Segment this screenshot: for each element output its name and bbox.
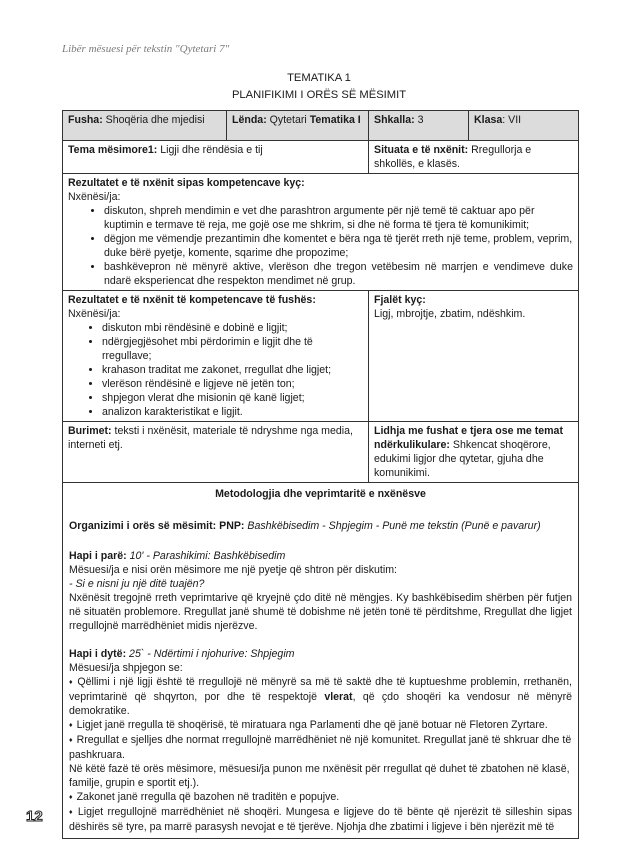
fjalet-value: Ligj, mbrojtje, zbatim, ndëshkim. xyxy=(374,308,526,320)
list-item: • vlerëson rëndësinë e ligjeve në jetën ton; xyxy=(102,377,363,391)
kyc-list xyxy=(68,204,573,288)
diamond-bullet-icon: ♦ xyxy=(69,737,73,744)
fushe-intro: Nxënësi/ja: xyxy=(68,308,121,320)
list-item: • krahason traditat me zakonet, rregullat dhe ligjet; xyxy=(102,363,363,377)
tema-cell: Tema mësimore1: Ligji dhe rëndësia e tij xyxy=(63,141,369,174)
diamond-bullet-icon: ♦ xyxy=(69,794,73,801)
shkalla-cell: Shkalla: 3 xyxy=(369,111,469,141)
burimet-row xyxy=(63,422,579,483)
subject-row xyxy=(63,111,579,141)
topic-row xyxy=(63,141,579,174)
organizimi: Organizimi i orës së mësimit: PNP: Bashkëbisedim - Shpjegim - Punë me tekstin (Punë e pavarur) xyxy=(69,520,541,532)
phase-paragraph: Në këtë fazë të orës mësimore, mësuesi/ja punon me nxënësit për rregullat që duhet të zbatohen në klasë, familje, grupin e sportit etj.). xyxy=(69,763,570,789)
list-item: • dëgjon me vëmendje prezantimin dhe komentet e bëra nga të tjerët rreth një teme, problem, veprim, duke bërë pyetje, komente, sqarime dhe propozime; xyxy=(104,232,573,260)
list-item: • shpjegon vlerat dhe misionin që kanë ligjet; xyxy=(102,391,363,405)
methods-heading: Metodologjia dhe veprimtaritë e nxënësve xyxy=(215,488,426,500)
fjalet-label: Fjalët kyç: xyxy=(374,294,426,306)
lidhja-cell: Lidhja me fushat e tjera ose me temat ndërkulikulare: Shkencat shoqërore, edukimi ligjor dhe qytetar, gjuha dhe komunikimi. xyxy=(369,422,579,483)
methods-row xyxy=(63,483,579,839)
page-title: TEMATIKA 1 xyxy=(287,72,351,84)
hapi2-heading: Hapi i dytë: 25` - Ndërtimi i njohurive: Shpjegim xyxy=(69,648,295,660)
bullet-paragraph: ♦ Qëllimi i një ligji është të rregullojë në mënyrë sa më të saktë dhe të kuptueshme problemin, rrethanën, veprimtarinë që shqyrton, por dhe të respektojë vlerat, që çdo shoqëri ka vendosur në mënyrë demokratike. xyxy=(69,676,572,717)
kyc-cell xyxy=(63,174,579,291)
kyc-row xyxy=(63,174,579,291)
list-item: • bashkëvepron në mënyrë aktive, vlerëson dhe tregon vetëbesim në marrjen e vendimeve duke ndarë eksperiencat dhe respekton mendimet në grup. xyxy=(104,260,573,288)
hapi1-line: Mësuesi/ja e nisi orën mësimore me një pyetje që shtron për diskutim: xyxy=(69,564,397,576)
kyc-heading: Rezultatet e të nxënit sipas kompetencave kyç: xyxy=(68,177,305,189)
methods-cell xyxy=(63,483,579,839)
bullet-paragraph: ♦ Rregullat e sjelljes dhe normat rregullojnë marrëdhëniet në një komunitet. Rregullat janë të shkruar dhe të pashkruara. xyxy=(69,734,572,761)
hapi1-heading: Hapi i parë: 10' - Parashikimi: Bashkëbisedim xyxy=(69,550,286,562)
hapi1-paragraph: Nxënësit tregojnë rreth veprimtarive që kryejnë çdo ditë në mëngjes. Ky bashkëbisedim shërben për futjen në situatën problemore. Rregullat janë shumë të dobishme në jetën tonë të përditshme, Rregullat dhe ligjet rregullojnë marrëdhëniet midis njerëzve. xyxy=(69,592,572,632)
list-item: • diskuton, shpreh mendimin e vet dhe parashtron argumente për një temë të caktuar apo për kuptimin e termave të reja, me gojë ose me shkrim, si dhe në forma të tjera të komunikimit; xyxy=(104,204,573,232)
burimet-cell: Burimet: teksti i nxënësit, materiale të ndryshme nga media, interneti etj. xyxy=(63,422,369,483)
fushe-list xyxy=(68,321,363,419)
bullet-paragraph: ♦ Zakonet janë rregulla që bazohen në traditën e popujve. xyxy=(69,791,340,803)
hapi1-question: - Si e nisni ju një ditë tuajën? xyxy=(69,578,205,590)
running-header: Libër mësuesi për tekstin "Qytetari 7" xyxy=(62,43,230,55)
fushe-heading: Rezultatet e të nxënit të kompetencave të fushës: xyxy=(68,294,316,306)
fjalet-cell xyxy=(369,291,579,422)
bullet-paragraph: ♦ Ligjet janë rregulla të shoqërisë, të miratuara nga Parlamenti dhe që janë botuar në Fletoren Zyrtare. xyxy=(69,719,548,731)
list-item: • ndërgjegjësohet mbi përdorimin e ligjit dhe të rregullave; xyxy=(102,335,363,363)
klasa-cell: Klasa: VII xyxy=(469,111,579,141)
page-number: 12 xyxy=(26,808,43,825)
lenda-cell: Lënda: Qytetari Tematika I xyxy=(227,111,369,141)
fushe-row xyxy=(63,291,579,422)
situata-cell: Situata e të nxënit: Rregullorja e shkollës, e klasës. xyxy=(369,141,579,174)
list-item: • diskuton mbi rëndësinë e dobinë e ligjit; xyxy=(102,321,363,335)
kyc-intro: Nxënësi/ja: xyxy=(68,191,121,203)
diamond-bullet-icon: ♦ xyxy=(69,809,74,816)
bullet-paragraph: ♦ Ligjet rregullojnë marrëdhëniet në shoqëri. Mungesa e ligjeve do të bënte që njerëzit të silleshin sipas dëshirës së tyre, pa marrë parasysh nevojat e të tjerëve. Njohja dhe zbatimi i ligjeve i bën njerëzit më të xyxy=(69,806,572,833)
diamond-bullet-icon: ♦ xyxy=(69,722,73,729)
diamond-bullet-icon: ♦ xyxy=(69,679,74,686)
fusha-cell: Fusha: Shoqëria dhe mjedisi xyxy=(63,111,227,141)
hapi2-intro: Mësuesi/ja shpjegon se: xyxy=(69,662,183,674)
fushe-cell xyxy=(63,291,369,422)
page-subtitle: PLANIFIKIMI I ORËS SË MËSIMIT xyxy=(231,89,407,101)
lesson-plan-table xyxy=(62,110,579,839)
list-item: • analizon karakteristikat e ligjit. xyxy=(102,405,363,419)
